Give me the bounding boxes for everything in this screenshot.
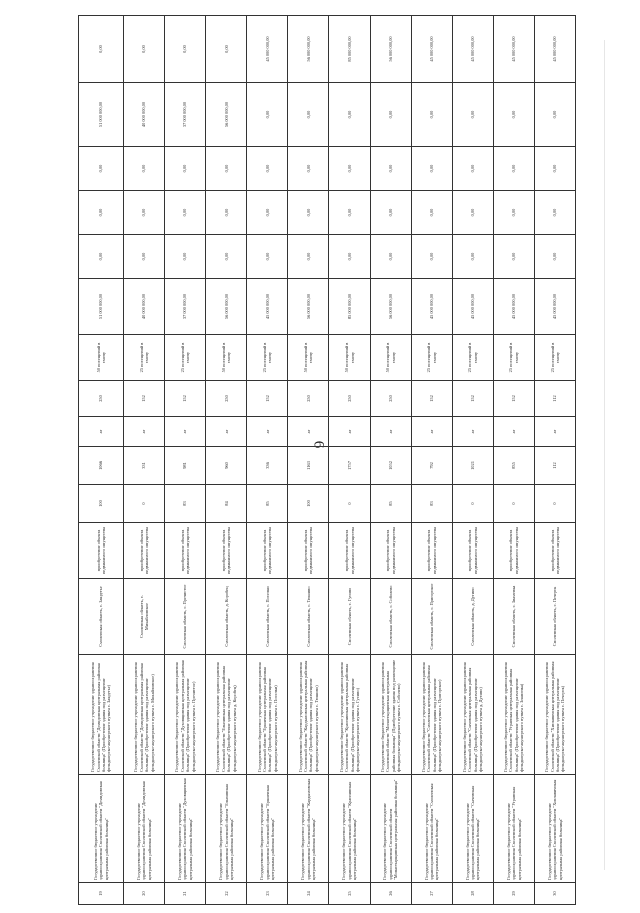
funding-year-2: 0,00 bbox=[206, 191, 247, 235]
funding-year-4: 0,00 bbox=[329, 83, 370, 147]
unit-value: аг bbox=[165, 417, 206, 447]
table-row bbox=[370, 16, 411, 905]
total-cost: 45 000 000,00 bbox=[247, 279, 288, 335]
unit-value: аг bbox=[206, 417, 247, 447]
capacity-number: 152 bbox=[411, 381, 452, 417]
unit-value: аг bbox=[493, 417, 534, 447]
funding-year-1: 0,00 bbox=[247, 235, 288, 279]
row-number: 26 bbox=[370, 883, 411, 905]
table-row bbox=[452, 16, 493, 905]
funding-year-5: 0,00 bbox=[206, 16, 247, 83]
institution-name: Государственное бюджетное учреждение здравоохранения Смоленской области "Духовщинская центральная районная больница" bbox=[165, 775, 206, 883]
funding-year-5: 45 000 000,00 bbox=[452, 16, 493, 83]
institution-name: Государственное бюджетное учреждение здравоохранения Смоленской области "Монастырщинская центральная районная больница" bbox=[370, 775, 411, 883]
unit-value: аг bbox=[124, 417, 165, 447]
area-value: 1052 bbox=[370, 447, 411, 485]
funding-year-1: 0,00 bbox=[124, 235, 165, 279]
total-cost: 45 000 000,00 bbox=[534, 279, 575, 335]
object-description: Государственное бюджетное учреждение здравоохранения Смоленской области "Демидовская центральная районная больница" (Приобретение здания под размещение фельдшерско-акушерского пункта с. Закрутье) bbox=[79, 655, 124, 775]
funding-year-5: 85 000 000,00 bbox=[329, 16, 370, 83]
funding-year-2: 0,00 bbox=[329, 191, 370, 235]
capacity-text: 50 посещений в смену bbox=[370, 335, 411, 381]
object-location: Смоленская область, д. Дугино bbox=[452, 579, 493, 655]
funding-year-4: 56 000 000,00 bbox=[206, 83, 247, 147]
funding-year-5: 0,00 bbox=[124, 16, 165, 83]
unit-value: аг bbox=[370, 417, 411, 447]
readiness-value: 0 bbox=[329, 485, 370, 523]
rotated-table-wrapper bbox=[78, 16, 576, 905]
object-location: Смоленская область, с. Гусино bbox=[329, 579, 370, 655]
capacity-text: 25 посещений в смену bbox=[247, 335, 288, 381]
unit-value: аг bbox=[79, 417, 124, 447]
readiness-value: 83 bbox=[165, 485, 206, 523]
capacity-text: 25 посещений в смену bbox=[452, 335, 493, 381]
object-location: Смоленская область, с. Знаменка bbox=[493, 579, 534, 655]
area-value: 1163 bbox=[288, 447, 329, 485]
funding-year-3: 0,00 bbox=[288, 147, 329, 191]
object-purpose: приобретение объекта недвижимого имущества bbox=[411, 523, 452, 579]
table-row bbox=[411, 16, 452, 905]
funding-year-3: 0,00 bbox=[534, 147, 575, 191]
funding-year-5: 56 000 000,00 bbox=[370, 16, 411, 83]
funding-year-3: 0,00 bbox=[206, 147, 247, 191]
object-purpose: приобретение объекта недвижимого имущества bbox=[534, 523, 575, 579]
institution-name: Государственное бюджетное учреждение здравоохранения Смоленской области "Кардымовская центральная районная больница" bbox=[288, 775, 329, 883]
funding-year-3: 0,00 bbox=[411, 147, 452, 191]
funding-year-4: 40 000 000,00 bbox=[124, 83, 165, 147]
readiness-value: 0 bbox=[534, 485, 575, 523]
area-value: 1757 bbox=[329, 447, 370, 485]
area-value: 331 bbox=[124, 447, 165, 485]
unit-value: аг bbox=[452, 417, 493, 447]
capacity-number: 152 bbox=[165, 381, 206, 417]
capacity-text: 50 посещений в смену bbox=[329, 335, 370, 381]
object-purpose: приобретение объекта недвижимого имущества bbox=[370, 523, 411, 579]
unit-value: аг bbox=[288, 417, 329, 447]
funding-year-1: 0,00 bbox=[329, 235, 370, 279]
object-description: Государственное бюджетное учреждение здравоохранения Смоленской области "Сычевская центральная районная больница" (Приобретение здания под размещение фельдшерско-акушерского пункта д. Дугино) bbox=[452, 655, 493, 775]
total-cost: 85 000 000,00 bbox=[329, 279, 370, 335]
capacity-number: 250 bbox=[288, 381, 329, 417]
funding-year-1: 0,00 bbox=[165, 235, 206, 279]
funding-year-4: 0,00 bbox=[493, 83, 534, 147]
row-number: 29 bbox=[493, 883, 534, 905]
readiness-value: 0 bbox=[124, 485, 165, 523]
unit-value: аг bbox=[329, 417, 370, 447]
object-description: Государственное бюджетное учреждение здравоохранения Смоленской области "Духовщинская центральная районная больница" (Приобретение здания под размещение фельдшерско-акушерского пункта с. Пречистое) bbox=[165, 655, 206, 775]
objects-table bbox=[78, 15, 576, 905]
object-description: Государственное бюджетное учреждение здравоохранения Смоленской области "Кардымовская центральная районная больница" (Приобретение здания под размещение фельдшерско-акушерского пункта с. Тюшино) bbox=[288, 655, 329, 775]
area-value: 960 bbox=[206, 447, 247, 485]
funding-year-3: 0,00 bbox=[247, 147, 288, 191]
funding-year-2: 0,00 bbox=[493, 191, 534, 235]
object-description: Государственное бюджетное учреждение здравоохранения Смоленской области "Угранская центральная районная больница" (Приобретение здания под размещение фельдшерско-акушерского пункта с. Знаменка) bbox=[493, 655, 534, 775]
object-purpose: приобретение объекта недвижимого имущества bbox=[288, 523, 329, 579]
funding-year-4: 0,00 bbox=[247, 83, 288, 147]
table-row bbox=[247, 16, 288, 905]
area-value: 1066 bbox=[79, 447, 124, 485]
readiness-value: 100 bbox=[79, 485, 124, 523]
institution-name: Государственное бюджетное учреждение здравоохранения Смоленской области "Смоленская центральная районная больница" bbox=[411, 775, 452, 883]
object-location: Смоленская область, с. Пречистое bbox=[165, 579, 206, 655]
capacity-number: 250 bbox=[370, 381, 411, 417]
funding-year-2: 0,00 bbox=[411, 191, 452, 235]
row-number: 22 bbox=[206, 883, 247, 905]
funding-year-3: 0,00 bbox=[452, 147, 493, 191]
total-cost: 45 000 000,00 bbox=[493, 279, 534, 335]
unit-value: аг bbox=[411, 417, 452, 447]
row-number: 20 bbox=[124, 883, 165, 905]
funding-year-2: 0,00 bbox=[79, 191, 124, 235]
funding-year-1: 0,00 bbox=[79, 235, 124, 279]
row-number: 28 bbox=[452, 883, 493, 905]
funding-year-4: 0,00 bbox=[534, 83, 575, 147]
funding-year-5: 45 000 000,00 bbox=[493, 16, 534, 83]
institution-name: Государственное бюджетное учреждение здравоохранения Смоленской области "Демидовская центральная районная больница" bbox=[79, 775, 124, 883]
capacity-text: 25 посещений в смену bbox=[493, 335, 534, 381]
funding-year-1: 0,00 bbox=[206, 235, 247, 279]
row-number: 24 bbox=[288, 883, 329, 905]
institution-name: Государственное бюджетное учреждение здравоохранения Смоленской области "Сычевская центральная районная больница" bbox=[452, 775, 493, 883]
object-location: Смоленская область, с. Михайловское bbox=[124, 579, 165, 655]
funding-year-2: 0,00 bbox=[124, 191, 165, 235]
funding-year-3: 0,00 bbox=[165, 147, 206, 191]
funding-year-2: 0,00 bbox=[288, 191, 329, 235]
capacity-text: 50 посещений в смену bbox=[79, 335, 124, 381]
object-purpose: приобретение объекта недвижимого имущества bbox=[329, 523, 370, 579]
funding-year-5: 45 000 000,00 bbox=[411, 16, 452, 83]
total-cost: 56 000 000,00 bbox=[370, 279, 411, 335]
funding-year-4: 0,00 bbox=[452, 83, 493, 147]
institution-name: Государственное бюджетное учреждение здравоохранения Смоленской области "Демидовская центральная районная больница" bbox=[124, 775, 165, 883]
table-row bbox=[288, 16, 329, 905]
object-description: Государственное бюджетное учреждение здравоохранения Смоленской области "Ельнинская центральная районная больница" (Приобретение здания под размещение фельдшерско-акушерского пункта д. Коробец) bbox=[206, 655, 247, 775]
object-description: Государственное бюджетное учреждение здравоохранения Смоленской области "Краснинская центральная районная больница" (Приобретение здания под размещение фельдшерско-акушерского пункта с. Гусино) bbox=[329, 655, 370, 775]
funding-year-1: 0,00 bbox=[534, 235, 575, 279]
capacity-text: 25 посещений в смену bbox=[165, 335, 206, 381]
table-row bbox=[124, 16, 165, 905]
funding-year-3: 0,00 bbox=[124, 147, 165, 191]
funding-year-3: 0,00 bbox=[493, 147, 534, 191]
capacity-text: 25 посещений в смену bbox=[534, 335, 575, 381]
capacity-number: 152 bbox=[247, 381, 288, 417]
readiness-value: 83 bbox=[411, 485, 452, 523]
capacity-number: 250 bbox=[79, 381, 124, 417]
unit-value: аг bbox=[534, 417, 575, 447]
funding-year-4: 0,00 bbox=[411, 83, 452, 147]
object-description: Государственное бюджетное учреждение здравоохранения Смоленской области "Демидовская центральная районная больница" (Приобретение здания под размещение фельдшерско-акушерского пункта с. Михайловское) bbox=[124, 655, 165, 775]
total-cost: 51 000 000,00 bbox=[79, 279, 124, 335]
row-number: 19 bbox=[79, 883, 124, 905]
table-row bbox=[534, 16, 575, 905]
row-number: 27 bbox=[411, 883, 452, 905]
total-cost: 45 000 000,00 bbox=[452, 279, 493, 335]
scan-edge-line bbox=[604, 40, 605, 870]
object-location: Смоленская область, с. Печерск bbox=[534, 579, 575, 655]
capacity-text: 50 посещений в смену bbox=[206, 335, 247, 381]
area-value: 835 bbox=[493, 447, 534, 485]
funding-year-4: 37 000 000,00 bbox=[165, 83, 206, 147]
funding-year-2: 0,00 bbox=[247, 191, 288, 235]
capacity-text: 25 посещений в смену bbox=[411, 335, 452, 381]
object-purpose: приобретение объекта недвижимого имущества bbox=[206, 523, 247, 579]
area-value: 981 bbox=[165, 447, 206, 485]
capacity-text: 50 посещений в смену bbox=[288, 335, 329, 381]
object-purpose: приобретение объекта недвижимого имущества bbox=[452, 523, 493, 579]
funding-year-2: 0,00 bbox=[534, 191, 575, 235]
funding-year-2: 0,00 bbox=[452, 191, 493, 235]
object-purpose: приобретение объекта недвижимого имущества bbox=[493, 523, 534, 579]
funding-year-3: 0,00 bbox=[329, 147, 370, 191]
object-purpose: приобретение объекта недвижимого имущества bbox=[165, 523, 206, 579]
institution-name: Государственное бюджетное учреждение здравоохранения Смоленской области "Ельнинская центральная районная больница" bbox=[206, 775, 247, 883]
total-cost: 45 000 000,00 bbox=[411, 279, 452, 335]
table-row bbox=[79, 16, 124, 905]
total-cost: 56 000 000,00 bbox=[206, 279, 247, 335]
object-location: Смоленская область, с. Пригорское bbox=[411, 579, 452, 655]
row-number: 25 bbox=[329, 883, 370, 905]
unit-value: аг bbox=[247, 417, 288, 447]
readiness-value: 85 bbox=[247, 485, 288, 523]
table-row bbox=[206, 16, 247, 905]
object-description: Государственное бюджетное учреждение здравоохранения Смоленской области "Ершичская центральная районная больница" (Приобретение здания под размещение фельдшерско-акушерского пункта с. Поселки) bbox=[247, 655, 288, 775]
readiness-value: 84 bbox=[206, 485, 247, 523]
object-purpose: приобретение объекта недвижимого имущества bbox=[79, 523, 124, 579]
capacity-number: 152 bbox=[124, 381, 165, 417]
funding-year-5: 0,00 bbox=[79, 16, 124, 83]
total-cost: 56 000 000,00 bbox=[288, 279, 329, 335]
object-description: Государственное бюджетное учреждение здравоохранения Смоленской области "Хиславичская центральная районная больница" (Приобретение здания под размещение фельдшерско-акушерского пункта с. Печерск) bbox=[534, 655, 575, 775]
row-number: 30 bbox=[534, 883, 575, 905]
institution-name: Государственное бюджетное учреждение здравоохранения Смоленской области "Угранская центральная районная больница" bbox=[493, 775, 534, 883]
institution-name: Государственное бюджетное учреждение здравоохранения Смоленской области "Хиславичская центральная районная больница" bbox=[534, 775, 575, 883]
funding-year-2: 0,00 bbox=[165, 191, 206, 235]
capacity-text: 25 посещений в смену bbox=[124, 335, 165, 381]
funding-year-3: 0,00 bbox=[79, 147, 124, 191]
object-location: Смоленская область, с. Тюшино bbox=[288, 579, 329, 655]
readiness-value: 0 bbox=[493, 485, 534, 523]
funding-year-4: 0,00 bbox=[288, 83, 329, 147]
table-row bbox=[329, 16, 370, 905]
object-purpose: приобретение объекта недвижимого имущества bbox=[124, 523, 165, 579]
capacity-number: 250 bbox=[206, 381, 247, 417]
funding-year-5: 56 000 000,00 bbox=[288, 16, 329, 83]
funding-year-5: 45 000 000,00 bbox=[247, 16, 288, 83]
readiness-value: 0 bbox=[452, 485, 493, 523]
funding-year-1: 0,00 bbox=[493, 235, 534, 279]
area-value: 336 bbox=[247, 447, 288, 485]
object-location: Смоленская область, с. Закрутье bbox=[79, 579, 124, 655]
funding-year-1: 0,00 bbox=[411, 235, 452, 279]
funding-year-1: 0,00 bbox=[288, 235, 329, 279]
object-purpose: приобретение объекта недвижимого имущества bbox=[247, 523, 288, 579]
funding-year-1: 0,00 bbox=[370, 235, 411, 279]
area-value: 1021 bbox=[452, 447, 493, 485]
capacity-number: 152 bbox=[493, 381, 534, 417]
funding-year-4: 0,00 bbox=[370, 83, 411, 147]
object-description: Государственное бюджетное учреждение здравоохранения Смоленской области "Монастырщинская центральная районная больница" (Приобретение здания под размещение фельдшерско-акушерского пункта с. Соболево) bbox=[370, 655, 411, 775]
funding-year-2: 0,00 bbox=[370, 191, 411, 235]
object-description: Государственное бюджетное учреждение здравоохранения Смоленской области "Смоленская центральная районная больница" (Приобретение здания под размещение фельдшерско-акушерского пункта с. Пригорское) bbox=[411, 655, 452, 775]
capacity-number: 112 bbox=[534, 381, 575, 417]
row-number: 21 bbox=[165, 883, 206, 905]
object-location: Смоленская область, с. Соболево bbox=[370, 579, 411, 655]
funding-year-5: 45 000 000,00 bbox=[534, 16, 575, 83]
funding-year-3: 0,00 bbox=[370, 147, 411, 191]
object-location: Смоленская область, с. Поселки bbox=[247, 579, 288, 655]
readiness-value: 100 bbox=[288, 485, 329, 523]
row-number: 23 bbox=[247, 883, 288, 905]
total-cost: 40 000 000,00 bbox=[124, 279, 165, 335]
funding-year-1: 0,00 bbox=[452, 235, 493, 279]
table-row bbox=[165, 16, 206, 905]
funding-year-5: 0,00 bbox=[165, 16, 206, 83]
object-location: Смоленская область, д. Коробец bbox=[206, 579, 247, 655]
page-number: 6 bbox=[310, 440, 327, 449]
total-cost: 37 000 000,00 bbox=[165, 279, 206, 335]
capacity-number: 250 bbox=[329, 381, 370, 417]
funding-year-4: 51 000 000,00 bbox=[79, 83, 124, 147]
capacity-number: 152 bbox=[452, 381, 493, 417]
readiness-value: 85 bbox=[370, 485, 411, 523]
table-row bbox=[493, 16, 534, 905]
area-value: 112 bbox=[534, 447, 575, 485]
area-value: 792 bbox=[411, 447, 452, 485]
institution-name: Государственное бюджетное учреждение здравоохранения Смоленской области "Краснинская центральная районная больница" bbox=[329, 775, 370, 883]
institution-name: Государственное бюджетное учреждение здравоохранения Смоленской области "Ершичская центральная районная больница" bbox=[247, 775, 288, 883]
